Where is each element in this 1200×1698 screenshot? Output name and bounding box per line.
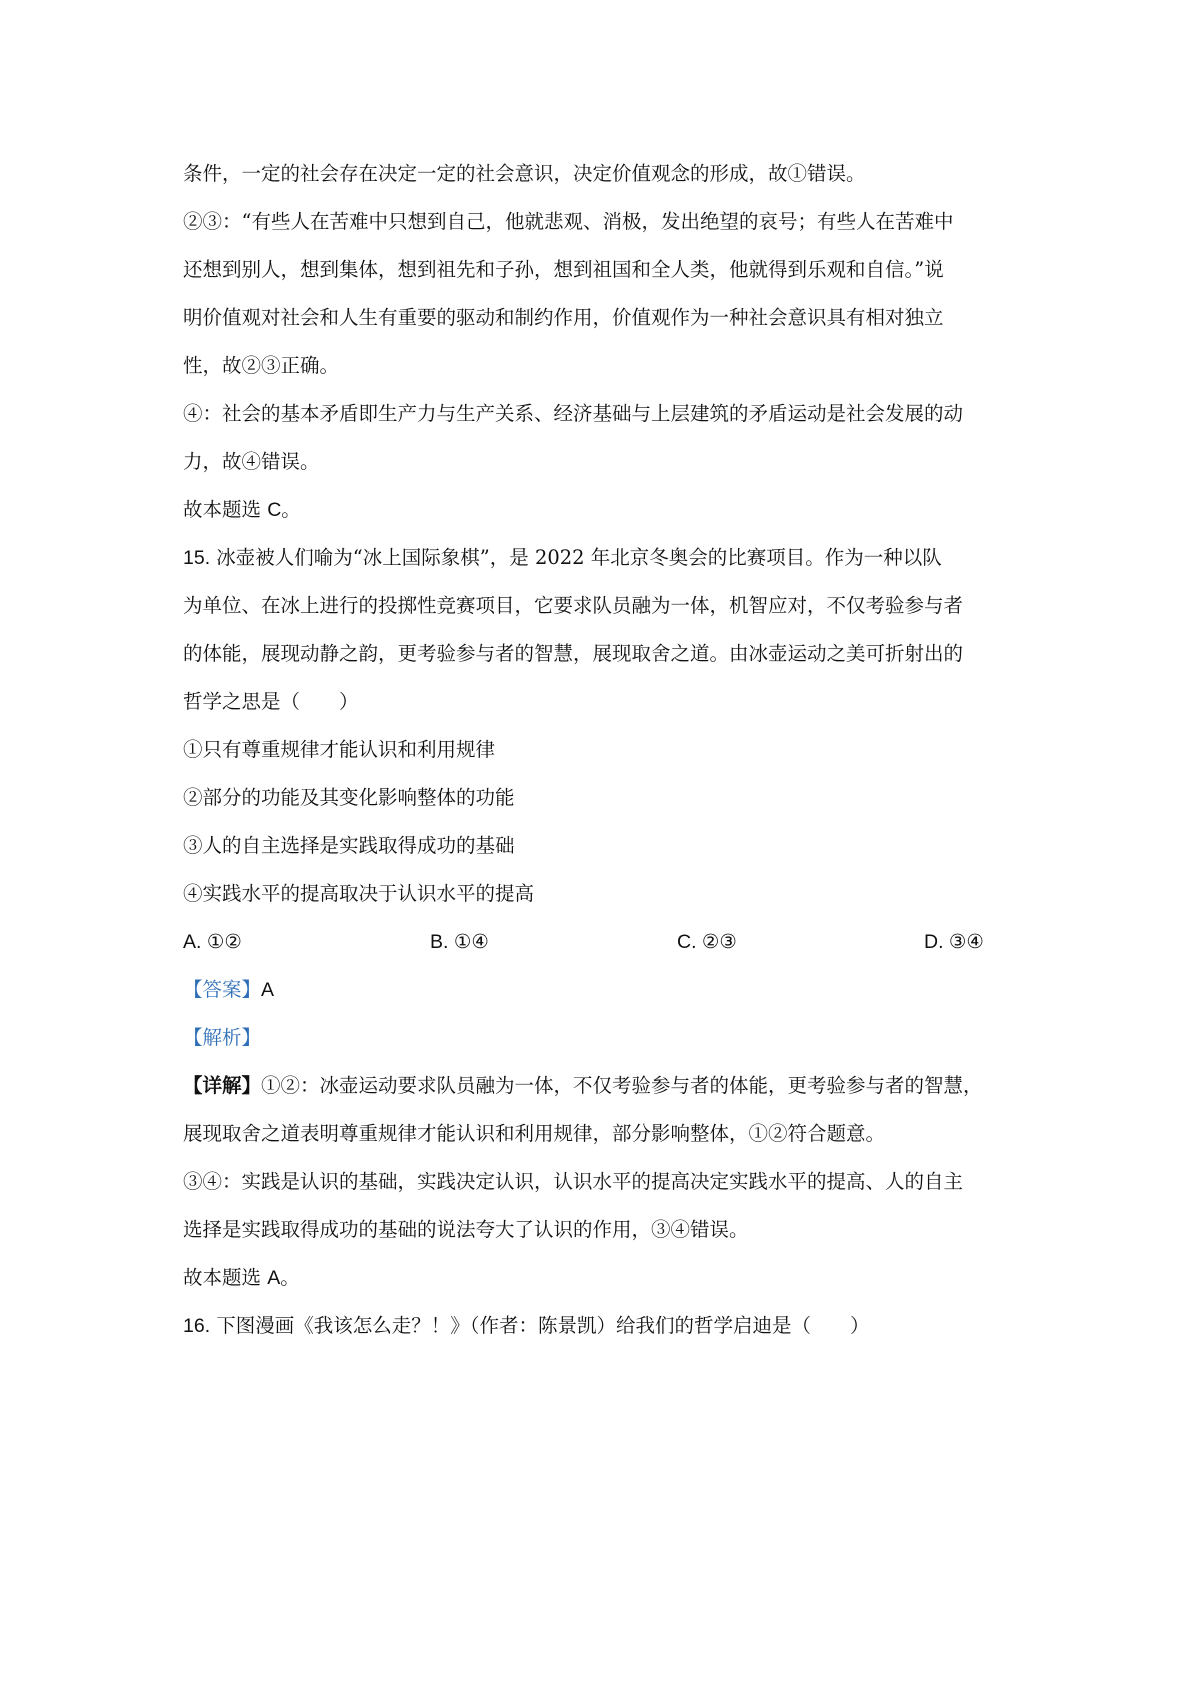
detail-text: ①②：冰壶运动要求队员融为一体，不仅考验参与者的体能，更考验参与者的智慧， — [261, 1074, 983, 1097]
q15-stem-text: 年北京冬奥会的比赛项目。作为一种以队 — [584, 546, 942, 569]
q15-option-d — [924, 918, 984, 966]
prev-explanation-line: ②③：“有些人在苦难中只想到自己，他就悲观、消极，发出绝望的哀号；有些人在苦难中 — [183, 210, 954, 233]
conclusion-prefix: 故本题选 — [183, 498, 268, 521]
option-text: ③④ — [948, 930, 984, 953]
option-text: ②③ — [701, 930, 737, 953]
q15-statement: ②部分的功能及其变化影响整体的功能 — [183, 786, 515, 809]
prev-explanation-line: 还想到别人，想到集体，想到祖先和子孙，想到祖国和全人类，他就得到乐观和自信。”说 — [183, 258, 944, 281]
prev-explanation-line: ④：社会的基本矛盾即生产力与生产关系、经济基础与上层建筑的矛盾运动是社会发展的动 — [183, 402, 964, 425]
option-text: ①④ — [453, 930, 489, 953]
q15-conclusion — [183, 1254, 1030, 1302]
option-letter: A. — [183, 931, 207, 953]
conclusion-answer: A — [267, 1267, 281, 1289]
conclusion-suffix: 。 — [281, 498, 301, 521]
option-letter: D. — [924, 931, 949, 953]
q16-stem-text: 下图漫画《我该怎么走？！》（作者：陈景凯）给我们的哲学启迪是（ ） — [210, 1314, 870, 1337]
q16-stem — [183, 1302, 1030, 1350]
q15-detail-line: ③④：实践是认识的基础，实践决定认识，认识水平的提高决定实践水平的提高、人的自主 — [183, 1170, 964, 1193]
q15-statement: ④实践水平的提高取决于认识水平的提高 — [183, 882, 535, 905]
q15-statement: ③人的自主选择是实践取得成功的基础 — [183, 834, 515, 857]
prev-explanation-line: 性，故②③正确。 — [183, 354, 340, 377]
q15-stem-line: 的体能，展现动静之韵，更考验参与者的智慧，展现取舍之道。由冰壶运动之美可折射出的 — [183, 642, 964, 665]
option-letter: B. — [430, 931, 454, 953]
q15-option-b — [430, 918, 677, 966]
q15-stem-line — [183, 534, 1030, 582]
q15-statement: ①只有尊重规律才能认识和利用规律 — [183, 738, 496, 761]
q15-option-c — [677, 918, 924, 966]
answer-value: A — [261, 979, 275, 1001]
q16-number: 16. — [183, 1315, 211, 1337]
document-content — [183, 150, 1030, 1350]
q15-stem-line: 为单位、在冰上进行的投掷性竞赛项目，它要求队员融为一体，机智应对，不仅考验参与者 — [183, 594, 964, 617]
answer-tag: 【答案】 — [183, 978, 262, 1001]
analysis-tag: 【解析】 — [183, 1026, 262, 1049]
prev-explanation-line: 条件，一定的社会存在决定一定的社会意识，决定价值观念的形成，故①错误。 — [183, 162, 866, 185]
q15-option-a — [183, 918, 430, 966]
prev-explanation-line: 明价值观对社会和人生有重要的驱动和制约作用，价值观作为一种社会意识具有相对独立 — [183, 306, 944, 329]
q15-detail-line: 选择是实践取得成功的基础的说法夸大了认识的作用，③④错误。 — [183, 1218, 749, 1241]
q15-options — [183, 918, 1030, 966]
conclusion-suffix: 。 — [280, 1266, 300, 1289]
conclusion-answer: C — [267, 499, 282, 521]
detail-tag: 【详解】 — [183, 1074, 262, 1097]
q15-analysis — [183, 1014, 1030, 1062]
option-text: ①② — [206, 930, 242, 953]
q15-stem-line: 哲学之思是（ ） — [183, 690, 359, 713]
q15-detail-line — [183, 1062, 1030, 1110]
q15-number: 15. — [183, 547, 211, 569]
q15-answer — [183, 966, 1030, 1014]
conclusion-prefix: 故本题选 — [183, 1266, 268, 1289]
prev-explanation-line: 力，故④错误。 — [183, 450, 320, 473]
prev-conclusion — [183, 486, 1030, 534]
q15-stem-text: 冰壶被人们喻为“冰上国际象棋”，是 — [210, 546, 535, 569]
q15-stem-year: 2022 — [534, 546, 585, 569]
option-letter: C. — [677, 931, 702, 953]
q15-detail-line: 展现取舍之道表明尊重规律才能认识和利用规律，部分影响整体，①②符合题意。 — [183, 1122, 886, 1145]
